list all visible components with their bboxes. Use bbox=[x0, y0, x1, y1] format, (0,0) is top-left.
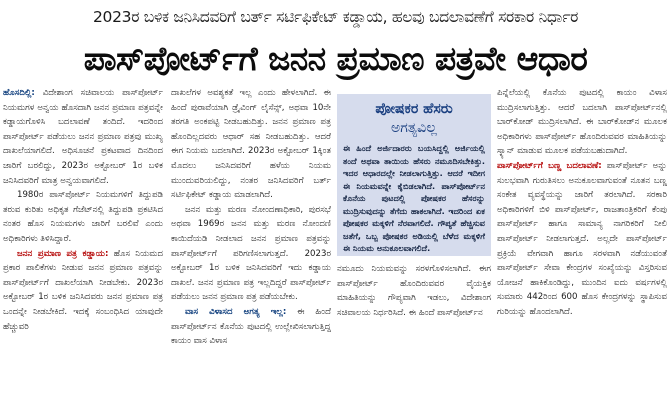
pull-box-body: ಈ ಹಿಂದೆ ಅರ್ಜಿದಾರರು ಬಯಸಿದ್ದಲ್ಲಿ ಅರ್ಜಿಯಲ್ಲಿ ತಂದೆ ಅಥವಾ ತಾಯಿಯ ಹೆಸರು ನಮೂದಿಸಬೇಕಿತ್ತು. ಇದರ ಆಧಾರದಲ್ಲೇ ನೀಡಲಾಗುತ್ತಿತ್ತು. ಆದರೆ ಇದೀಗ ಈ ನಿಯಮವನ್ನೇ ಕೈಬಿಡಲಾಗಿದೆ. ಪಾಸ್‌ಪೋರ್ಟ್‌ನ ಕೊನೆಯ ಪುಟದಲ್ಲಿ ಪೋಷಕರ ಹೆಸರನ್ನು ಮುದ್ರಿಸುವುದನ್ನು ತೆಗೆದು ಹಾಕಲಾಗಿದೆ. ಇದರಿಂದ ಏಕ ಪೋಷಕರ ಮಕ್ಕಳಿಗೆ ನೆರವಾಗಲಿದೆ. ಗೌಪ್ಯತೆ ಹೆಚ್ಚಿಸುವ ಜತೆಗೆ, ಒಬ್ಬ ಪೋಷಕರ ಅಡಿಯಲ್ಲಿ ಬೆಳೆದ ಮಕ್ಕಳಿಗೆ ಈ ನಿಯಮ ಅನುಕೂಲವಾಗಲಿದೆ. bbox=[343, 143, 485, 253]
dateline: ಹೊಸದಿಲ್ಲಿ: bbox=[3, 88, 35, 98]
subhead-passport-color: ಪಾಸ್‌ಪೋರ್ಟ್‌ಗೆ ಬಣ್ಣ ಬದಲಾವಣೆ: bbox=[497, 160, 602, 171]
article-kicker: 2023ರ ಬಳಿಕ ಜನಿಸಿದವರಿಗೆ ಬರ್ತ್ ಸರ್ಟಿಫಿಕೇಟ್ ಕಡ್ಡಾಯ, ಹಲವು ಬದಲಾವಣೆಗೆ ಸರಕಾರ ನಿರ್ಧಾರ bbox=[92, 8, 579, 26]
paragraph-text: ವಿದೇಶಾಂಗ ಸಚಿವಾಲಯ ಪಾಸ್‌ಪೋರ್ಟ್ ನಿಯಮಗಳ ಅನ್ವಯ ಹೊಸದಾಗಿ ಜನನ ಪ್ರಮಾಣ ಪತ್ರವನ್ನೇ ಕಡ್ಡಾಯಗೊಳಿಸಿ ಬದಲಾವಣೆ ತಂದಿದೆ. ಇದರಿಂದ ಪಾಸ್‌ಪೋರ್ಟ್ ಪಡೆಯಲು ಜನನ ಪ್ರಮಾಣ ಪತ್ರವು ಮುಖ್ಯ ದಾಖಲೆಯಾಗಲಿದೆ. ಅಧಿಸೂಚನೆ ಪ್ರಕಟವಾದ ದಿನದಿಂದ ಜಾರಿಗೆ ಬರಲಿದ್ದು, 2023ರ ಅಕ್ಟೋಬರ್ 1ರ ಬಳಿಕ ಜನಿಸಿದವರಿಗೆ ಮಾತ್ರ ಅನ್ವಯವಾಗಲಿದೆ. bbox=[3, 88, 163, 186]
paragraph-text: ಈ ಹಿಂದೆ ಪಾಸ್‌ಪೋರ್ಟ್‌ನ ಕೊನೆಯ ಪುಟದಲ್ಲಿ ಉಲ್ಲೇಖಿಸಲಾಗುತ್ತಿದ್ದ ಕಾಯಂ ವಾಸ ವಿಳಾಸ bbox=[171, 306, 331, 347]
article-column-1 bbox=[3, 86, 163, 402]
paragraph bbox=[3, 86, 163, 188]
paragraph: ದಾಖಲೆಗಳ ಅವಶ್ಯಕತೆ ಇಲ್ಲ ಎಂದು ಹೇಳಲಾಗಿದೆ. ಈ ಹಿಂದೆ ಪುರಾವೆಯಾಗಿ ಡ್ರೈವಿಂಗ್ ಲೈಸೆನ್ಸ್, ಅಥವಾ 10ನೇ ತರಗತಿ ಅಂಕಪಟ್ಟಿ ನೀಡಬಹುದಿತ್ತು. ಜನನ ಪ್ರಮಾಣ ಪತ್ರ ಹೊಂದಿಲ್ಲದವರು ಆಧಾರ್ ಸಹ ನೀಡಬಹುದಿತ್ತು. ಆದರೆ ಈಗ ನಿಯಮ ಬದಲಾಗಿದೆ. 2023ರ ಅಕ್ಟೋಬರ್ 1ಕ್ಕಿಂತ ಮೊದಲು ಜನಿಸಿದವರಿಗೆ ಹಳೆಯ ನಿಯಮ ಮುಂದುವರಿಯಲಿದ್ದು, ನಂತರ ಜನಿಸಿದವರಿಗೆ ಬರ್ತ್ ಸರ್ಟಿಫಿಕೇಟ್ ಕಡ್ಡಾಯ ಮಾಡಲಾಗಿದೆ. bbox=[171, 88, 331, 201]
paragraph bbox=[171, 305, 331, 349]
subhead-birth-certificate: ಜನನ ಪ್ರಮಾಣ ಪತ್ರ ಕಡ್ಡಾಯ: bbox=[17, 248, 109, 259]
paragraph bbox=[3, 247, 163, 335]
paragraph: 1980ರ ಪಾಸ್‌ಪೋರ್ಟ್ ನಿಯಮಗಳಿಗೆ ತಿದ್ದುಪಡಿ ತರುವ ಕುರಿತು ಅಧಿಕೃತ ಗೆಜೆಟ್‌ನಲ್ಲಿ ತಿದ್ದುಪಡಿ ಪ್ರಕಟಿಸಿದ ನಂತರ ಹೊಸ ನಿಯಮಗಳು ಜಾರಿಗೆ ಬರಲಿವೆ ಎಂದು ಅಧಿಕಾರಿಗಳು ತಿಳಿಸಿದ್ದಾರೆ. bbox=[3, 190, 163, 244]
pull-box-title: ಪೋಷಕರ ಹೆಸರು bbox=[375, 101, 453, 117]
paragraph-text: ಹೊಸ ನಿಯಮದ ಪ್ರಕಾರ ಪಾಲಿಕೆಗಳು ನೀಡುವ ಜನನ ಪ್ರಮಾಣ ಪತ್ರವನ್ನು ಪಾಸ್‌ಪೋರ್ಟ್‌ಗೆ ದಾಖಲೆಯಾಗಿ ನೀಡಬೇಕು. 2023ರ ಅಕ್ಟೋಬರ್ 1ರ ಬಳಿಕ ಜನಿಸಿದವರು ಜನನ ಪ್ರಮಾಣ ಪತ್ರ ಒಂದನ್ನೇ ನೀಡಬೇಕಿದೆ. ಇದಕ್ಕೆ ಸಂಬಂಧಿಸಿದ ಯಾವುದೇ ಹೆಚ್ಚುವರಿ bbox=[3, 248, 163, 332]
paragraph: ನಮೂದು ನಿಯಮವನ್ನು ಸರಳಗೊಳಿಸಲಾಗಿದೆ. ಈಗ ಪಾಸ್‌ಪೋರ್ಟ್ ಹೊಂದಿರುವವರ ವೈಯಕ್ತಿಕ ಮಾಹಿತಿಯನ್ನು ಗೌಪ್ಯವಾಗಿ ಇಡಲು, ವಿದೇಶಾಂಗ ಸಚಿವಾಲಯ ನಿರ್ಧರಿಸಿದೆ. ಈ ಹಿಂದೆ ಪಾಸ್‌ಪೋರ್ಟ್‌ನ bbox=[337, 264, 491, 318]
article-headline: ಪಾಸ್‌ಪೋರ್ಟ್‌ಗೆ ಜನನ ಪ್ರಮಾಣ ಪತ್ರವೇ ಆಧಾರ bbox=[83, 39, 588, 78]
paragraph-text: ಪಾಸ್‌ಪೋರ್ಟ್ ಅನ್ನು ಸುಲಭವಾಗಿ ಗುರುತಿಸಲು ಅನುಕೂಲವಾಗುವಂತೆ ನೂತನ ಬಣ್ಣ ಸಂಕೇತ ವ್ಯವಸ್ಥೆಯನ್ನು ಜಾರಿಗೆ ತರಲಾಗಿದೆ. ಸರಕಾರಿ ಅಧಿಕಾರಿಗಳಿಗೆ ಬಿಳಿ ಪಾಸ್‌ಪೋರ್ಟ್, ರಾಜತಾಂತ್ರಿಕರಿಗೆ ಕೆಂಪು ಪಾಸ್‌ಪೋರ್ಟ್ ಹಾಗೂ ಸಾಮಾನ್ಯ ನಾಗರಿಕರಿಗೆ ನೀಲಿ ಪಾಸ್‌ಪೋರ್ಟ್ ನೀಡಲಾಗುತ್ತದೆ. ಅಲ್ಲದೇ ಪಾಸ್‌ಪೋರ್ಟ್ ಪ್ರಕ್ರಿಯೆ ವೇಗವಾಗಿ ಹಾಗೂ ಸರಳವಾಗಿ ನಡೆಯುವಂತೆ ಪಾಸ್‌ಪೋರ್ಟ್ ಸೇವಾ ಕೇಂದ್ರಗಳ ಸಂಖ್ಯೆಯನ್ನು ವಿಸ್ತರಿಸುವ ಯೋಜನೆ ಹಾಕಿಕೊಂಡಿದ್ದು, ಮುಂದಿನ ಐದು ವರ್ಷಗಳಲ್ಲಿ ಸುಮಾರು 442ರಿಂದ 600 ಹೊಸ ಕೇಂದ್ರಗಳನ್ನು ಸ್ಥಾಪಿಸುವ ಗುರಿಯನ್ನು ಹೊಂದಲಾಗಿದೆ. bbox=[497, 160, 667, 317]
pull-out-box bbox=[337, 94, 491, 256]
article-column-2 bbox=[171, 86, 331, 402]
article-column-mid-continuation bbox=[337, 262, 491, 340]
paragraph: ಜನನ ಮತ್ತು ಮರಣ ನೋಂದಣಾಧಿಕಾರಿ, ಪುರಸಭೆ ಅಥವಾ 1969ರ ಜನನ ಮತ್ತು ಮರಣ ನೋಂದಣಿ ಕಾಯಿದೆಯಡಿ ನೀಡಲಾದ ಜನನ ಪ್ರಮಾಣ ಪತ್ರವನ್ನು ಪಾಸ್‌ಪೋರ್ಟ್‌ಗೆ ಪರಿಗಣಿಸಲಾಗುತ್ತದೆ. 2023ರ ಅಕ್ಟೋಬರ್ 1ರ ಬಳಿಕ ಜನಿಸಿದವರಿಗೆ ಇದು ಕಡ್ಡಾಯ ದಾಖಲೆ. ಜನನ ಪ್ರಮಾಣ ಪತ್ರ ಇಲ್ಲದಿದ್ದರೆ ಪಾಸ್‌ಪೋರ್ಟ್ ಪಡೆಯಲು ಜನನ ಪ್ರಮಾಣ ಪತ್ರ ಪಡೆಯಬೇಕು. bbox=[171, 204, 331, 303]
subhead-address: ವಾಸ ವಿಳಾಸದ ಅಗತ್ಯ ಇಲ್ಲ: bbox=[185, 306, 287, 317]
article-column-3 bbox=[497, 86, 667, 402]
paragraph: ಪಿನ್ನೆಲೆಯಲ್ಲಿ ಕೊನೆಯ ಪುಟದಲ್ಲಿ ಕಾಯಂ ವಿಳಾಸ ಮುದ್ರಿಸಲಾಗುತ್ತಿತ್ತು. ಆದರೆ ಬದಲಾಗಿ ಪಾಸ್‌ಪೋರ್ಟ್‌ನಲ್ಲಿ ಬಾರ್‌ಕೋಡ್ ಮುದ್ರಿಸಲಾಗಿದೆ. ಈ ಬಾರ್‌ಕೋಡ್‌ನ ಮೂಲಕ ಅಧಿಕಾರಿಗಳು ಪಾಸ್‌ಪೋರ್ಟ್ ಹೊಂದಿರುವವರ ಮಾಹಿತಿಯನ್ನು ಸ್ಕ್ಯಾನ್ ಮಾಡುವ ಮೂಲಕ ಪಡೆಯಬಹುದಾಗಿದೆ. bbox=[497, 88, 667, 157]
pull-box-subtitle: ಅಗತ್ಯವಿಲ್ಲ bbox=[391, 120, 437, 136]
paragraph bbox=[497, 159, 667, 320]
